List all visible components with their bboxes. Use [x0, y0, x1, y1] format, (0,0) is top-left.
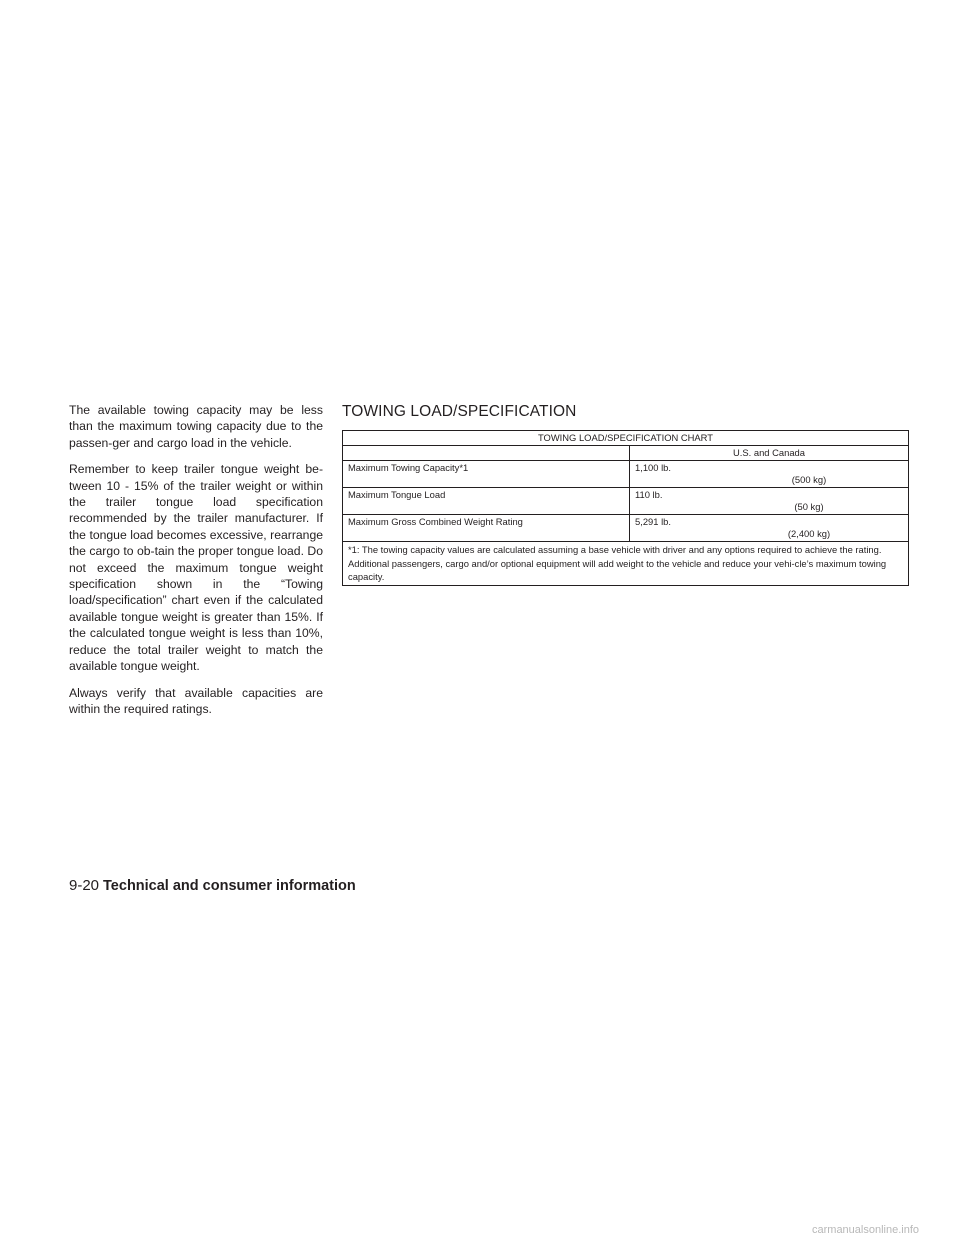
table-header-row	[343, 446, 909, 461]
value-metric: (50 kg)	[794, 501, 824, 512]
row-value	[630, 488, 909, 515]
value-imperial: 110 lb.	[635, 489, 663, 500]
row-value	[630, 515, 909, 542]
page-number: 9-20	[69, 877, 100, 894]
table-caption-row	[343, 431, 909, 446]
row-label: Maximum Tongue Load	[343, 488, 630, 515]
row-value	[630, 461, 909, 488]
table-row	[343, 488, 909, 515]
value-metric: (500 kg)	[791, 474, 827, 485]
table-caption: TOWING LOAD/SPECIFICATION CHART	[343, 431, 909, 446]
table-footnote-row	[343, 542, 909, 586]
table-row	[343, 461, 909, 488]
towing-spec-table	[342, 430, 909, 586]
header-empty-cell	[343, 446, 630, 461]
value-imperial: 1,100 lb.	[635, 462, 671, 473]
paragraph-towing-capacity: The available towing capacity may be less than the maximum towing capacity due to the passen-ger and cargo load in the vehicle.	[69, 403, 323, 450]
value-imperial: 5,291 lb.	[635, 516, 671, 527]
chapter-title: Technical and consumer information	[103, 878, 356, 894]
watermark: carmanualsonline.info	[812, 1224, 920, 1236]
paragraph-verify-capacities: Always verify that available capacities are within the required ratings.	[69, 685, 323, 716]
paragraph-tongue-weight: Remember to keep trailer tongue weight be-tween 10 - 15% of the trailer weight or within the trailer tongue load specification recommended by the trailer manufacturer. If the tongue load becomes excessive, rearrange the cargo to ob-tain the proper tongue load. Do not exceed the maximum tongue weight specification shown in the “Towing load/specification” chart even if the calculated available tongue weight is greater than 15%. If the calculated tongue weight is less than 10%, reduce the total trailer weight to match the available tongue weight.	[69, 462, 323, 674]
row-label: Maximum Gross Combined Weight Rating	[343, 515, 630, 542]
row-label: Maximum Towing Capacity*1	[343, 461, 630, 488]
value-metric: (2,400 kg)	[787, 528, 831, 539]
body-text-column	[69, 402, 323, 727]
section-title: TOWING LOAD/SPECIFICATION	[342, 403, 577, 420]
table-row	[343, 515, 909, 542]
page-footer	[69, 877, 356, 894]
table-footnote: *1: The towing capacity values are calculated assuming a base vehicle with driver and any options required to achieve the rating. Additional passengers, cargo and/or optional equipment will add weight to the vehicle and reduce your vehi-cle’s maximum towing capacity.	[343, 542, 909, 586]
region-header: U.S. and Canada	[630, 446, 909, 461]
